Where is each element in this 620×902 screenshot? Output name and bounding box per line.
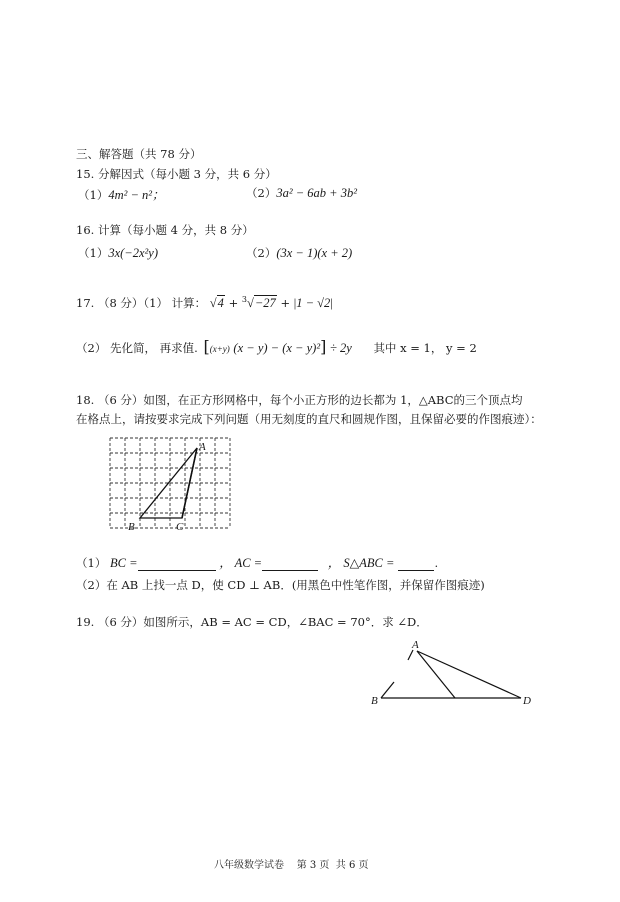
q16-part2 (246, 245, 352, 261)
q17-part2-condition: 其中 x = 1， y = 2 (373, 341, 477, 355)
q17-part2 (76, 337, 477, 356)
q16-header: 16. 计算（每小题 4 分，共 8 分） (76, 223, 254, 237)
ac-answer-blank[interactable] (262, 558, 318, 571)
q17-part1 (76, 295, 333, 311)
bracket-right-icon: ] (320, 337, 327, 356)
q17-plus1: + (228, 296, 239, 310)
q18-part1-label: （1） (76, 556, 107, 570)
label-a: A (199, 441, 206, 453)
q19-lines (381, 650, 521, 698)
q18-grid-figure (104, 432, 238, 538)
q18-header-line1: 18. （6 分）如图，在正方形网格中，每个小正方形的边长都为 1，△ABC的三个顶点均 (76, 393, 523, 407)
abs-bar-right-icon: | (330, 296, 333, 310)
section-title: 三、解答题（共 78 分） (76, 147, 202, 161)
q19-label-d: D (523, 695, 531, 707)
triangle-abc (140, 448, 197, 518)
q17-abs-expr: 1 − √2 (296, 296, 331, 310)
q19-header: 19. （6 分）如图所示，AB = AC = CD，∠BAC = 70°．求 ∠D． (76, 615, 428, 629)
bracket-left-icon: [ (203, 337, 210, 356)
q19-label-b: B (371, 695, 378, 707)
q17-cube-index: 3 (241, 295, 247, 305)
q18-part1-end: . (434, 556, 439, 570)
q15-header: 15. 分解因式（每小题 3 分，共 6 分） (76, 167, 277, 181)
q18-header-line2: 在格点上，请按要求完成下列问题（用无刻度的直尺和圆规作图，且保留必要的作图痕迹）： (76, 412, 542, 426)
q17-plus2: + (280, 296, 291, 310)
q15-part2-expr: 3a² − 6ab + 3b² (276, 186, 357, 200)
cube-root-icon: √ (246, 296, 254, 310)
q18-bc-label: BC = (109, 556, 138, 570)
sqrt-icon: √ (209, 296, 217, 310)
q17-sqrt2: −27 (254, 296, 276, 310)
q19-triangle-figure (368, 636, 544, 712)
page-footer: 八年级数学试卷 第 3 页 共 6 页 (214, 860, 369, 871)
q16-part2-label: （2） (246, 246, 277, 260)
label-b: B (128, 521, 135, 533)
q16-part1 (78, 245, 158, 261)
q15-part2 (246, 185, 357, 201)
q17-part2-expr-c: ÷ 2y (329, 341, 352, 355)
label-c: C (176, 521, 184, 533)
q17-part2-expr-b: (x − y) − (x − y)² (233, 341, 321, 355)
q15-part1-expr: 4m² − n²； (108, 188, 165, 202)
side-ac (182, 448, 197, 518)
abs-bar-left-icon: | (293, 296, 297, 310)
q18-part1 (76, 553, 438, 571)
q18-area-label: ， S△ABC = (327, 556, 395, 570)
q17-header: 17. （8 分）（1） 计算： (76, 296, 207, 310)
q16-part2-expr: (3x − 1)(x + 2) (276, 246, 353, 260)
q16-part1-label: （1） (78, 246, 109, 260)
area-answer-blank[interactable] (398, 558, 434, 571)
q19-label-a: A (412, 639, 419, 651)
q15-part2-label: （2） (246, 186, 277, 200)
q17-sqrt1: 4 (217, 296, 224, 310)
q18-ac-label: ， AC = (219, 556, 263, 570)
q15-part1-label: （1） (78, 188, 109, 202)
q15-part1 (78, 185, 165, 203)
q17-part2-expr-a: (x+y) (209, 344, 230, 354)
grid-lines (110, 438, 230, 528)
bc-answer-blank[interactable] (138, 558, 216, 571)
q17-part2-label: （2） 先化简， 再求值. (76, 341, 198, 355)
q16-part1-expr: 3x(−2x²y) (108, 246, 158, 260)
q18-part2: （2）在 AB 上找一点 D，使 CD ⊥ AB．(用黑色中性笔作图，并保留作图痕迹) (76, 578, 485, 592)
